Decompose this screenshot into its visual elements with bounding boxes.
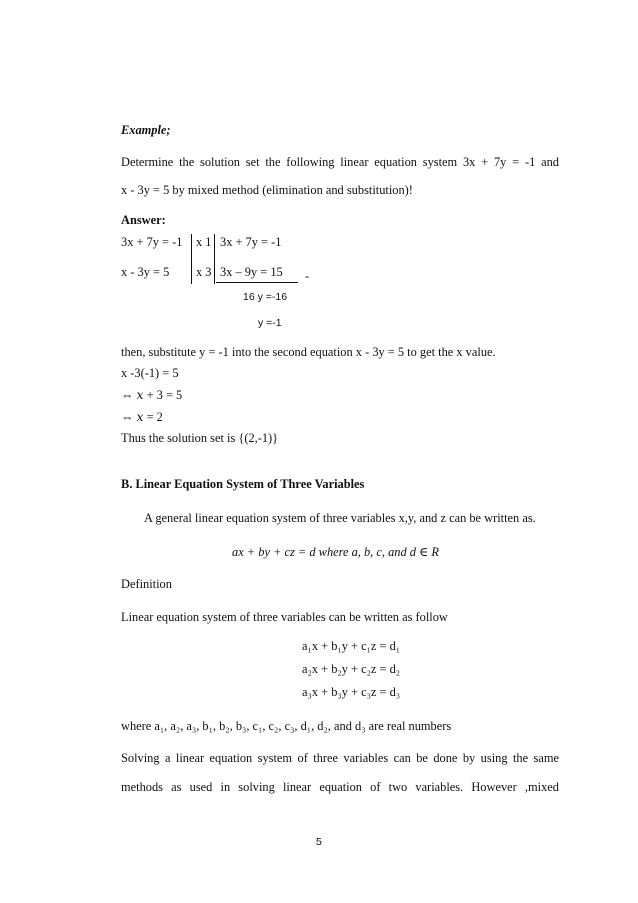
eq1-right: 3x + 7y = -1 [220,235,282,249]
page-number: 5 [316,836,322,848]
subtraction-line [216,282,298,283]
solving-line1: Solving a linear equation system of three variables can be done by using the same [121,751,559,765]
eq2-right: 3x – 9y = 15 [220,265,283,279]
answer-heading: Answer: [121,213,166,227]
example-problem-line2: x - 3y = 5 by mixed method (elimination and substitution)! [121,183,413,197]
step-1: x -3(-1) = 5 [121,366,179,380]
substitute-text: then, substitute y = -1 into the second equation x - 3y = 5 to get the x value. [121,345,496,359]
solving-line2: methods as used in solving linear equation of two variables. However ,mixed [121,780,559,794]
section-b-heading: B. Linear Equation System of Three Variables [121,477,365,491]
example-problem-line1: Determine the solution set the following linear equation system 3x + 7y = -1 and [121,155,559,169]
solution-set: Thus the solution set is {(2,-1)} [121,431,279,445]
system-eq-1: a₁x + b₁y + c₁z = d₁ [302,639,401,653]
result-16y: 16 y =-16 [243,291,288,303]
real-numbers-text: where a₁, a₂, a₃, b₁, b₂, b₃, c₁, c₂, c₃, d₁, d₂, and d₃ are real numbers [121,719,452,733]
system-eq-3: a₃x + b₃y + c₃z = d₃ [302,685,401,699]
step-3: ⇔ 𝑥 = 2 [121,410,163,424]
section-b-intro: A general linear equation system of three variables x,y, and z can be written as. [144,511,536,525]
definition-text: Linear equation system of three variables can be written as follow [121,610,448,624]
eq1-multiplier: x 1 [196,235,212,249]
definition-label: Definition [121,577,172,591]
eq1-left: 3x + 7y = -1 [121,235,183,249]
step-2: ⇔ 𝑥 + 3 = 5 [121,388,183,402]
result-y: y =-1 [258,317,282,329]
bracket-left [191,234,192,284]
system-eq-2: a₂x + b₂y + c₂z = d₂ [302,662,401,676]
general-form: ax + by + cz = d where a, b, c, and d ∈ R [232,545,439,559]
subtract-sign: - [305,269,310,283]
eq2-multiplier: x 3 [196,265,212,279]
bracket-right [214,234,215,284]
eq2-left: x - 3y = 5 [121,265,170,279]
example-heading: Example; [121,123,171,137]
